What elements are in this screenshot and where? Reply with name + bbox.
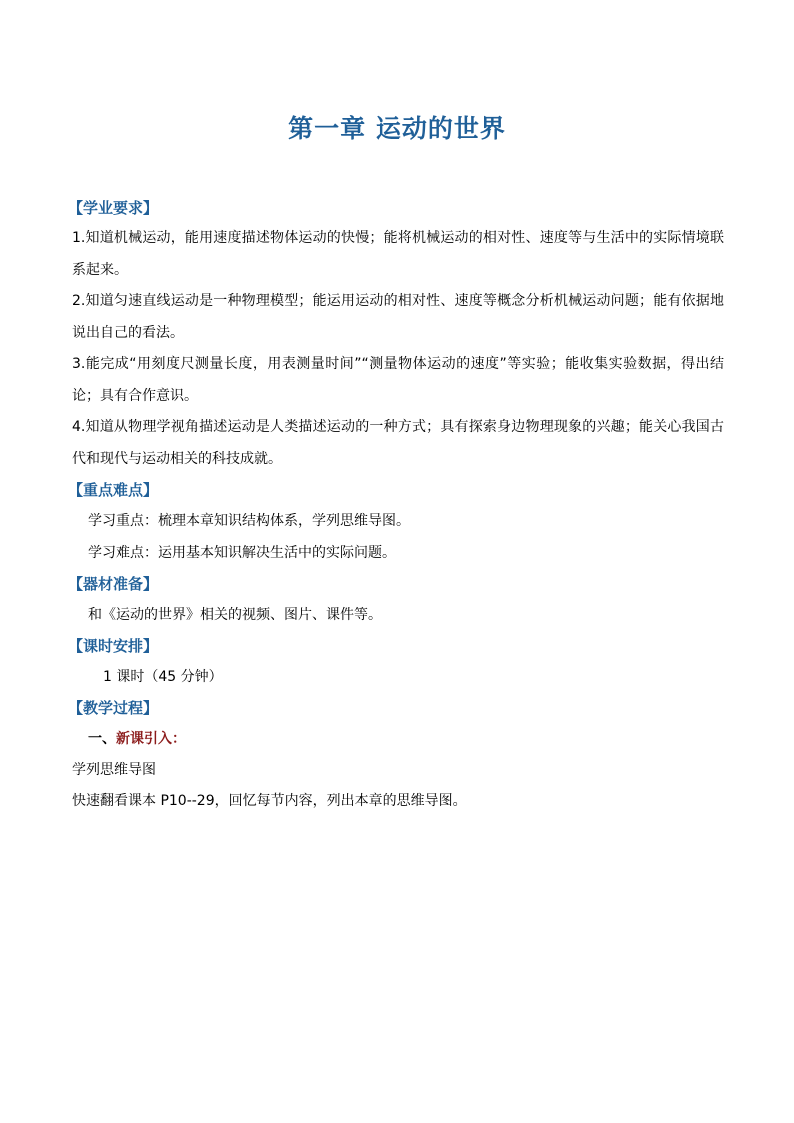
section-heading-process: 【教学过程】 (68, 699, 159, 717)
requirement-item-1: 1.知道机械运动，能用速度描述物体运动的快慢；能将机械运动的相对性、速度等与生活中的实际情境联系起来。 (72, 230, 724, 278)
materials-text: 和《运动的世界》相关的视频、图片、课件等。 (88, 607, 382, 623)
section-heading-key-points: 【重点难点】 (68, 481, 159, 499)
process-line-instruction: 快速翻看课本 P10--29，回忆每节内容，列出本章的思维导图。 (72, 793, 467, 809)
learning-difficulty: 学习难点：运用基本知识解决生活中的实际问题。 (88, 545, 396, 561)
requirement-item-3: 3.能完成“用刻度尺测量长度，用表测量时间”“测量物体运动的速度”等实验；能收集实验数据，得出结论；具有合作意识。 (72, 356, 724, 404)
learning-focus: 学习重点：梳理本章知识结构体系，学列思维导图。 (88, 513, 410, 529)
requirement-item-2: 2.知道匀速直线运动是一种物理模型；能运用运动的相对性、速度等概念分析机械运动问题；能有依据地说出自己的看法。 (72, 293, 724, 341)
chapter-title: 第一章 运动的世界 (288, 114, 506, 143)
process-line-mindmap: 学列思维导图 (72, 762, 156, 778)
process-step-heading (72, 723, 724, 755)
section-heading-schedule: 【课时安排】 (68, 637, 159, 655)
schedule-text: 1 课时（45 分钟） (103, 669, 223, 685)
requirement-item-4: 4.知道从物理学视角描述运动是人类描述运动的一种方式；具有探索身边物理现象的兴趣；能关心我国古代和现代与运动相关的科技成就。 (72, 419, 724, 467)
process-step-prefix: 一、 (88, 731, 116, 747)
section-heading-materials: 【器材准备】 (68, 575, 159, 593)
section-heading-requirements: 【学业要求】 (68, 199, 159, 217)
document-body (68, 193, 724, 817)
process-step-label: 新课引入： (116, 731, 186, 747)
